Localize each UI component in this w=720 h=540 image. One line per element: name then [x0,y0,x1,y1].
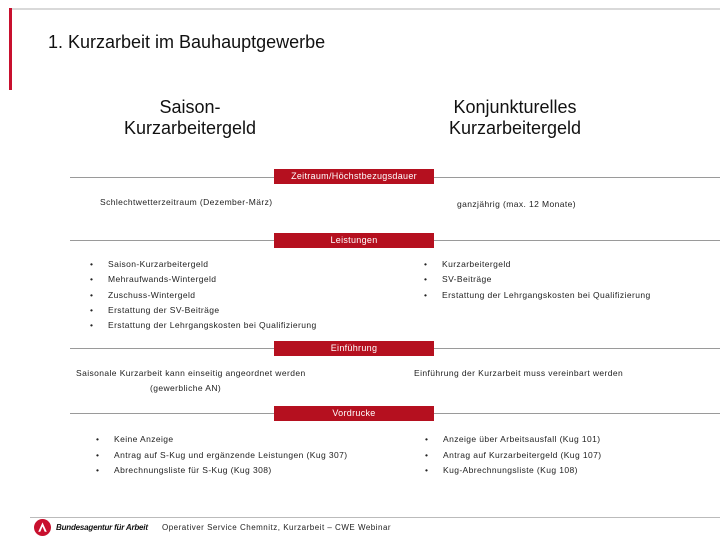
bullet-icon: • [90,274,94,284]
column-heading-saison-line1: Saison- [159,97,221,117]
column-heading-saison [90,97,290,139]
footer-brand: Bundesagentur für Arbeit [56,523,148,532]
bullet-icon: • [425,434,429,444]
vordrucke-konjunktur-item [425,465,578,475]
section-badge-einfuehrung: Einführung [274,341,434,356]
leistungen-konjunktur-item [424,290,651,300]
list-item-text: Kug-Abrechnungsliste (Kug 108) [443,465,578,475]
bullet-icon: • [96,465,100,475]
list-item-text: Abrechnungsliste für S-Kug (Kug 308) [114,465,272,475]
list-item-text: Antrag auf S-Kug und ergänzende Leistungen (Kug 307) [114,450,348,460]
section-badge-vordrucke: Vordrucke [274,406,434,421]
agency-logo-icon [34,519,51,536]
left-accent-bar [9,8,12,90]
list-item-text: Saison-Kurzarbeitergeld [108,259,209,269]
list-item-text: Erstattung der Lehrgangskosten bei Qualifizierung [442,290,651,300]
bullet-icon: • [424,274,428,284]
top-frame-line [9,8,720,10]
leistungen-saison-item [90,274,216,284]
bullet-icon: • [96,450,100,460]
list-item-text: SV-Beiträge [442,274,492,284]
footer-divider [30,517,720,518]
bullet-icon: • [424,259,428,269]
bullet-icon: • [425,465,429,475]
column-heading-konjunkturell-line1: Konjunkturelles [453,97,577,117]
bullet-icon: • [90,320,94,330]
list-item-text: Erstattung der Lehrgangskosten bei Qualifizierung [108,320,317,330]
column-heading-konjunkturell [420,97,610,139]
zeitraum-saison-text: Schlechtwetterzeitraum (Dezember-März) [100,197,273,207]
section-badge-zeitraum: Zeitraum/Höchstbezugsdauer [274,169,434,184]
list-item-text: Zuschuss-Wintergeld [108,290,196,300]
list-item-text: Antrag auf Kurzarbeitergeld (Kug 107) [443,450,602,460]
slide-title: 1. Kurzarbeit im Bauhauptgewerbe [48,32,326,52]
list-item-text: Anzeige über Arbeitsausfall (Kug 101) [443,434,601,444]
einfuehrung-saison-text: Saisonale Kurzarbeit kann einseitig angeordnet werden [76,368,306,378]
list-item-text: Keine Anzeige [114,434,174,444]
vordrucke-saison-item [96,450,347,460]
leistungen-saison-item [90,259,208,269]
vordrucke-saison-item [96,465,272,475]
section-badge-leistungen: Leistungen [274,233,434,248]
footer-text: Operativer Service Chemnitz, Kurzarbeit – CWE Webinar [162,523,392,532]
bullet-icon: • [90,290,94,300]
bullet-icon: • [90,305,94,315]
leistungen-konjunktur-item [424,274,492,284]
column-heading-konjunkturell-line2: Kurzarbeitergeld [448,118,582,138]
leistungen-saison-item [90,290,195,300]
einfuehrung-saison-note: (gewerbliche AN) [150,383,222,393]
bullet-icon: • [425,450,429,460]
bullet-icon: • [424,290,428,300]
column-heading-saison-line2: Kurzarbeitergeld [123,118,257,138]
bullet-icon: • [90,259,94,269]
zeitraum-konjunktur-text: ganzjährig (max. 12 Monate) [457,199,576,209]
bullet-icon: • [96,434,100,444]
list-item-text: Kurzarbeitergeld [442,259,511,269]
vordrucke-konjunktur-item [425,450,601,460]
leistungen-saison-item [90,305,220,315]
vordrucke-konjunktur-item [425,434,601,444]
leistungen-saison-item [90,320,317,330]
list-item-text: Mehraufwands-Wintergeld [108,274,217,284]
list-item-text: Erstattung der SV-Beiträge [108,305,220,315]
leistungen-konjunktur-item [424,259,511,269]
vordrucke-saison-item [96,434,174,444]
einfuehrung-konjunktur-text: Einführung der Kurzarbeit muss vereinbart werden [414,368,624,378]
